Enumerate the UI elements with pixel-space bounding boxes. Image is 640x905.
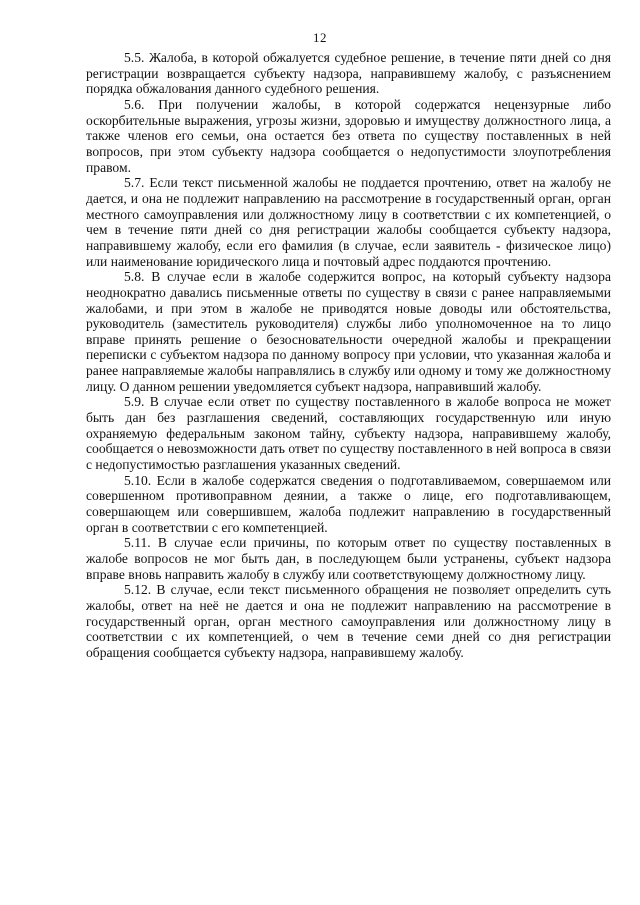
document-body — [86, 50, 611, 661]
paragraph-5-9: 5.9. В случае если ответ по существу поставленного в жалобе вопроса не может быть дан без разглашения сведений, составляющих государственную или иную охраняемую федеральным законом тайну, субъекту надзора, направившему жалобу, сообщается о невозможности дать ответ по существу поставленного в ней вопроса в связи с недопустимостью разглашения указанных сведений. — [86, 394, 611, 473]
paragraph-5-12: 5.12. В случае, если текст письменного обращения не позволяет определить суть жалобы, ответ на неё не дается и она не подлежит направлению на рассмотрение в государственный орган, орган местного самоуправления или должностному лицу в соответствии с их компетенцией, о чем в течение семи дней со дня регистрации обращения сообщается субъекту надзора, направившему жалобу. — [86, 582, 611, 660]
paragraph-5-10: 5.10. Если в жалобе содержатся сведения о подготавливаемом, совершаемом или совершенном противоправном деянии, а также о лице, его подготавливающем, совершающем или совершившем, жалоба подлежит направлению в государственный орган в соответствии с его компетенцией. — [86, 472, 611, 535]
paragraph-5-11: 5.11. В случае если причины, по которым ответ по существу поставленных в жалобе вопросов не мог быть дан, в последующем были устранены, субъект надзора вправе вновь направить жалобу в службу или соответствующему должностному лицу. — [86, 535, 611, 582]
paragraph-5-8: 5.8. В случае если в жалобе содержится вопрос, на который субъекту надзора неоднократно давались письменные ответы по существу в связи с ранее направляемыми жалобами, и при этом в жалобе не приводятся новые доводы или обстоятельства, руководитель (заместитель руководителя) службы либо уполномоченное на то лицо вправе принять решение о безосновательности очередной жалобы и прекращении переписки с субъектом надзора по данному вопросу при условии, что указанная жалоба и ранее направляемые жалобы направлялись в службу или одному и тому же должностному лицу. О данном решении уведомляется субъект надзора, направивший жалобу. — [86, 269, 611, 394]
paragraph-5-5: 5.5. Жалоба, в которой обжалуется судебное решение, в течение пяти дней со дня регистрации возвращается субъекту надзора, направившему жалобу, с разъяснением порядка обжалования данного судебного решения. — [86, 50, 611, 97]
paragraph-5-7: 5.7. Если текст письменной жалобы не поддается прочтению, ответ на жалобу не дается, и она не подлежит направлению на рассмотрение в государственный орган, орган местного самоуправления или должностному лицу в соответствии с их компетенцией, о чем в течение пяти дней со дня регистрации жалобы сообщается субъекту надзора, направившему жалобу, если его фамилия (в случае, если заявитель - физическое лицо) или наименование юридического лица и почтовый адрес поддаются прочтению. — [86, 175, 611, 269]
paragraph-5-6: 5.6. При получении жалобы, в которой содержатся нецензурные либо оскорбительные выражения, угрозы жизни, здоровью и имуществу должностного лица, а также членов его семьи, она остается без ответа по существу поставленных в ней вопросов, при этом субъекту надзора сообщается о недопустимости злоупотребления правом. — [86, 96, 611, 175]
page-number: 12 — [313, 30, 327, 45]
